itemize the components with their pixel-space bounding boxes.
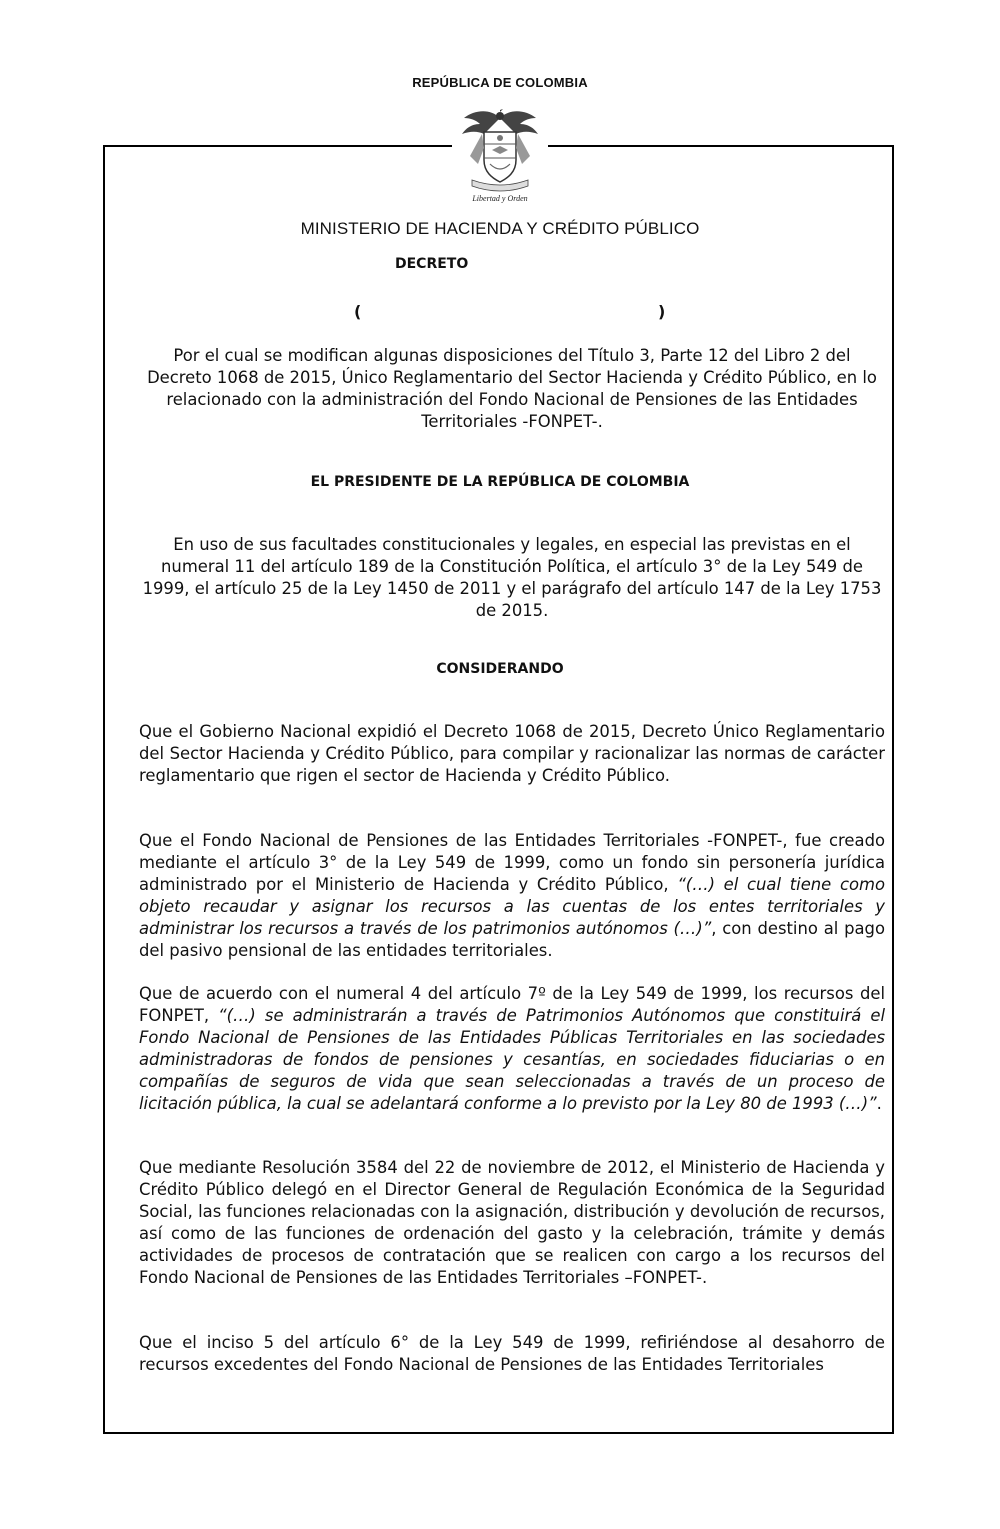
decree-number-close: ) [658,302,666,321]
considerando-paragraph-3 [139,983,885,1115]
paragraph-text: Que el Fondo Nacional de Pensiones de las Entidades Territoriales -FONPET-, fue creado mediante el artículo 3° de la Ley 549 de 1999, como un fondo sin personería jurídica administrado por el Ministerio de Hacienda y Crédito Público, [139,831,885,894]
considerando-heading: CONSIDERANDO [436,661,564,677]
paragraph-text: Que de acuerdo con el numeral 4 del artículo 7º de la Ley 549 de 1999, los recursos del FONPET, [139,984,885,1025]
considerando-paragraph-4: Que mediante Resolución 3584 del 22 de noviembre de 2012, el Ministerio de Hacienda y Crédito Público delegó en el Director General de Regulación Económica de la Seguridad Social, las funciones relacionadas con la asignación, distribución y devolución de recursos, así como de las funciones de ordenación del gasto y la celebración, trámite y demás actividades de procesos de contratación que se realicen con cargo a los recursos del Fondo Nacional de Pensiones de las Entidades Territoriales –FONPET-. [139,1158,885,1287]
ministry-title: MINISTERIO DE HACIENDA Y CRÉDITO PÚBLICO [300,219,700,238]
powers-paragraph: En uso de sus facultades constitucionales y legales, en especial las previstas en el numeral 11 del artículo 189 de la Constitución Política, el artículo 3° de la Ley 549 de 1999, el artículo 25 de la Ley 1450 de 2011 y el parágrafo del artículo 147 de la Ley 1753 de 2015. [142,535,882,620]
considerando-paragraph-1: Que el Gobierno Nacional expidió el Decreto 1068 de 2015, Decreto Único Reglamentario del Sector Hacienda y Crédito Público, para compilar y racionalizar las normas de carácter reglamentario que rigen el sector de Hacienda y Crédito Público. [139,722,885,785]
legal-quote: “(…) el cual tiene como objeto recaudar y asignar los recursos a las cuentas de los entes territoriales y administrar los recursos a través de los patrimonios autónomos (…)” [139,875,885,938]
considerando-paragraph-5: Que el inciso 5 del artículo 6° de la Ley 549 de 1999, refiriéndose al desahorro de recursos excedentes del Fondo Nacional de Pensiones de las Entidades Territoriales [139,1333,885,1374]
decree-title: Por el cual se modifican algunas disposiciones del Título 3, Parte 12 del Libro 2 del Decreto 1068 de 2015, Único Reglamentario del Sector Hacienda y Crédito Público, en lo relacionado con la administración del Fondo Nacional de Pensiones de las Entidades Territoriales -FONPET-. [147,346,877,431]
svg-text:Libertad y Orden: Libertad y Orden [472,194,528,203]
coat-of-arms-icon [456,104,544,204]
document-type: DECRETO [395,256,469,272]
paragraph-text: , con destino al pago del pasivo pensional de las entidades territoriales. [139,919,885,960]
considerando-paragraph-2 [139,830,885,962]
country-header: REPÚBLICA DE COLOMBIA [412,75,588,90]
paragraph-text: . [876,1094,882,1113]
decree-number-open: ( [354,302,362,321]
legal-quote: “(…) se administrarán a través de Patrimonios Autónomos que constituirá el Fondo Nacional de Pensiones de las Entidades Públicas Territoriales en las sociedades administradoras de fondos de pensiones y cesantías, en sociedades fiduciarias o en compañías de seguros de vida que sean seleccionadas a través de un proceso de licitación pública, la cual se adelantará conforme a lo previsto por la Ley 80 de 1993 (…)” [139,1006,886,1113]
president-heading: EL PRESIDENTE DE LA REPÚBLICA DE COLOMBIA [310,474,690,490]
